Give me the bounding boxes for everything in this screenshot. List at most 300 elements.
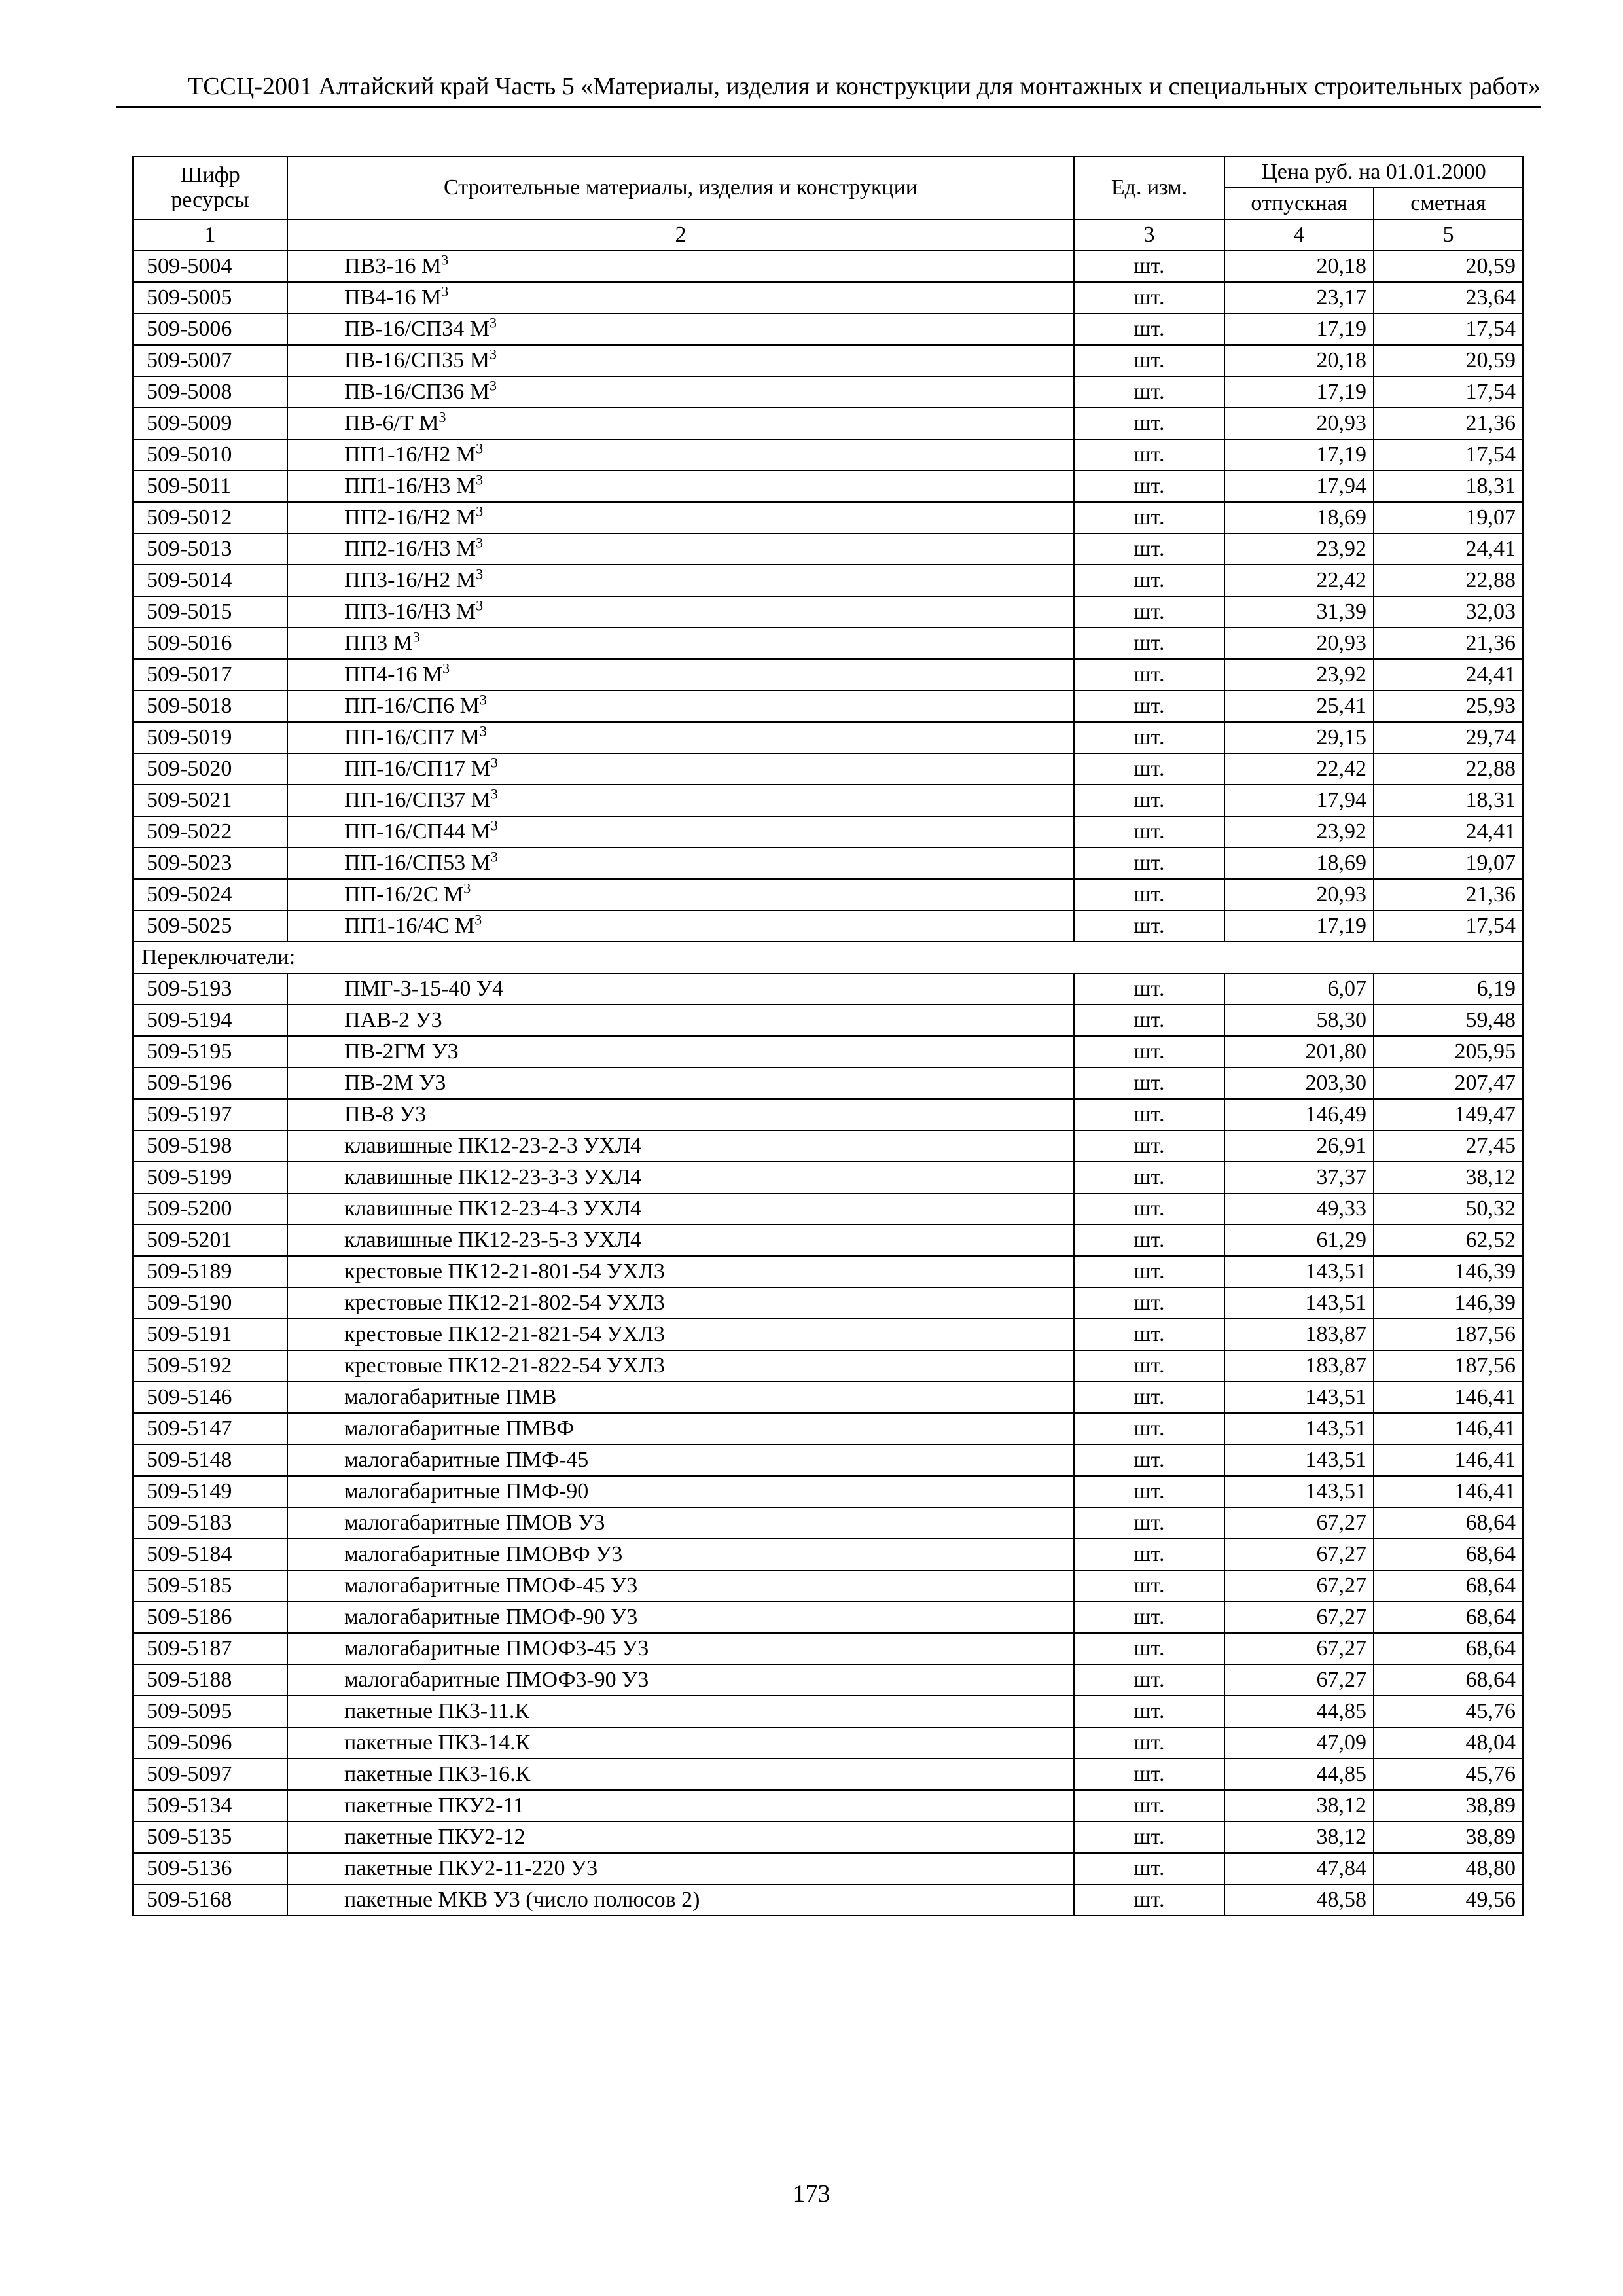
table-row [133, 565, 1523, 596]
table-row [133, 753, 1523, 785]
table-row [133, 910, 1523, 942]
release-price: 18,69 [1224, 848, 1374, 879]
unit-exponent: 3 [463, 880, 471, 897]
table-row [133, 1602, 1523, 1633]
material-name: пакетные МКВ У3 (число полюсов 2) [287, 1884, 1074, 1916]
estimate-price: 19,07 [1374, 848, 1523, 879]
table-row [133, 785, 1523, 816]
unit-exponent: 3 [490, 848, 498, 865]
unit: шт. [1074, 1162, 1224, 1193]
table-row [133, 1507, 1523, 1539]
price-table [132, 156, 1524, 1916]
column-number: 2 [287, 219, 1074, 251]
running-header [116, 71, 1541, 108]
resource-code: 509-5025 [133, 910, 287, 942]
material-name: крестовые ПК12-21-822-54 УХЛ3 [287, 1350, 1074, 1382]
unit: шт. [1074, 879, 1224, 910]
release-price: 23,17 [1224, 282, 1374, 314]
release-price: 58,30 [1224, 1005, 1374, 1036]
release-price: 61,29 [1224, 1225, 1374, 1256]
table-row [133, 691, 1523, 722]
resource-code: 509-5188 [133, 1664, 287, 1696]
unit: шт. [1074, 848, 1224, 879]
material-name: ПВ-2ГМ У3 [287, 1036, 1074, 1067]
release-price: 146,49 [1224, 1099, 1374, 1130]
unit-exponent: 3 [476, 597, 484, 614]
release-price: 20,93 [1224, 408, 1374, 439]
material-name-text: ПВ-16/СП36 М [344, 380, 490, 404]
release-price: 20,93 [1224, 628, 1374, 659]
unit: шт. [1074, 785, 1224, 816]
table-row [133, 1162, 1523, 1193]
resource-code: 509-5192 [133, 1350, 287, 1382]
unit: шт. [1074, 1759, 1224, 1790]
resource-code: 509-5018 [133, 691, 287, 722]
material-name: пакетные ПКУ2-11-220 У3 [287, 1853, 1074, 1884]
unit: шт. [1074, 753, 1224, 785]
table-row [133, 533, 1523, 565]
estimate-price: 68,64 [1374, 1602, 1523, 1633]
material-name: малогабаритные ПМОФ-45 У3 [287, 1570, 1074, 1602]
resource-code: 509-5014 [133, 565, 287, 596]
material-name: крестовые ПК12-21-802-54 УХЛ3 [287, 1287, 1074, 1319]
material-name: клавишные ПК12-23-5-3 УХЛ4 [287, 1225, 1074, 1256]
material-name: ПМГ-3-15-40 У4 [287, 973, 1074, 1005]
estimate-price: 38,89 [1374, 1821, 1523, 1853]
unit: шт. [1074, 502, 1224, 533]
resource-code: 509-5147 [133, 1413, 287, 1444]
unit-exponent: 3 [489, 314, 497, 331]
resource-code: 509-5012 [133, 502, 287, 533]
estimate-price: 24,41 [1374, 533, 1523, 565]
unit: шт. [1074, 628, 1224, 659]
resource-code: 509-5197 [133, 1099, 287, 1130]
table-row [133, 1853, 1523, 1884]
resource-code: 509-5199 [133, 1162, 287, 1193]
table-row [133, 1790, 1523, 1821]
resource-code: 509-5201 [133, 1225, 287, 1256]
resource-code: 509-5195 [133, 1036, 287, 1067]
material-name-text: ПП1-16/Н2 М [344, 442, 476, 467]
release-price: 67,27 [1224, 1633, 1374, 1664]
estimate-price: 45,76 [1374, 1696, 1523, 1727]
release-price: 47,09 [1224, 1727, 1374, 1759]
table-row [133, 376, 1523, 408]
material-name [287, 502, 1074, 533]
resource-code: 509-5010 [133, 439, 287, 471]
resource-code: 509-5016 [133, 628, 287, 659]
resource-code: 509-5019 [133, 722, 287, 753]
estimate-price: 21,36 [1374, 879, 1523, 910]
material-name-text: ПП-16/СП6 М [344, 694, 480, 718]
material-name: пакетные ПК3-16.К [287, 1759, 1074, 1790]
material-name [287, 848, 1074, 879]
table-row [133, 282, 1523, 314]
estimate-price: 68,64 [1374, 1570, 1523, 1602]
resource-code: 509-5013 [133, 533, 287, 565]
release-price: 143,51 [1224, 1287, 1374, 1319]
resource-code: 509-5015 [133, 596, 287, 628]
unit: шт. [1074, 1350, 1224, 1382]
table-row [133, 1444, 1523, 1476]
estimate-price: 146,41 [1374, 1444, 1523, 1476]
release-price: 201,80 [1224, 1036, 1374, 1067]
release-price: 143,51 [1224, 1444, 1374, 1476]
unit: шт. [1074, 973, 1224, 1005]
table-row [133, 1570, 1523, 1602]
table-row [133, 1413, 1523, 1444]
release-price: 44,85 [1224, 1759, 1374, 1790]
material-name [287, 376, 1074, 408]
unit-exponent: 3 [490, 817, 498, 834]
estimate-price: 68,64 [1374, 1664, 1523, 1696]
column-number: 3 [1074, 219, 1224, 251]
unit: шт. [1074, 1193, 1224, 1225]
release-price: 20,18 [1224, 345, 1374, 376]
unit-exponent: 3 [489, 346, 497, 363]
material-name: пакетные ПКУ2-11 [287, 1790, 1074, 1821]
table-row [133, 973, 1523, 1005]
table-row [133, 1539, 1523, 1570]
resource-code: 509-5004 [133, 251, 287, 282]
release-price: 29,15 [1224, 722, 1374, 753]
unit: шт. [1074, 1319, 1224, 1350]
table-row [133, 1130, 1523, 1162]
unit-exponent: 3 [489, 377, 497, 394]
section-title: Переключатели: [133, 942, 1523, 973]
resource-code: 509-5148 [133, 1444, 287, 1476]
table-row [133, 251, 1523, 282]
material-name: малогабаритные ПМОФ3-90 У3 [287, 1664, 1074, 1696]
material-name: малогабаритные ПМОФ3-45 У3 [287, 1633, 1074, 1664]
col-estimate-price-header: сметная [1374, 188, 1523, 219]
estimate-price: 146,41 [1374, 1476, 1523, 1507]
estimate-price: 187,56 [1374, 1350, 1523, 1382]
release-price: 17,94 [1224, 471, 1374, 502]
table-row [133, 1225, 1523, 1256]
release-price: 20,18 [1224, 251, 1374, 282]
material-name [287, 596, 1074, 628]
resource-code: 509-5136 [133, 1853, 287, 1884]
table-row [133, 1350, 1523, 1382]
table-row [133, 1727, 1523, 1759]
estimate-price: 6,19 [1374, 973, 1523, 1005]
estimate-price: 17,54 [1374, 910, 1523, 942]
material-name-text: ПП3-16/Н2 М [344, 568, 476, 592]
release-price: 18,69 [1224, 502, 1374, 533]
unit-exponent: 3 [476, 565, 484, 583]
estimate-price: 68,64 [1374, 1539, 1523, 1570]
resource-code: 509-5198 [133, 1130, 287, 1162]
column-number: 1 [133, 219, 287, 251]
release-price: 17,19 [1224, 439, 1374, 471]
col-code-header: Шифр ресурсы [133, 156, 287, 219]
col-name-header: Строительные материалы, изделия и конструкции [287, 156, 1074, 219]
release-price: 31,39 [1224, 596, 1374, 628]
unit: шт. [1074, 691, 1224, 722]
table-row [133, 1005, 1523, 1036]
unit-exponent: 3 [412, 628, 420, 645]
resource-code: 509-5134 [133, 1790, 287, 1821]
material-name [287, 345, 1074, 376]
release-price: 183,87 [1224, 1350, 1374, 1382]
release-price: 17,94 [1224, 785, 1374, 816]
release-price: 143,51 [1224, 1382, 1374, 1413]
material-name [287, 816, 1074, 848]
resource-code: 509-5008 [133, 376, 287, 408]
material-name: крестовые ПК12-21-821-54 УХЛ3 [287, 1319, 1074, 1350]
unit-exponent: 3 [490, 785, 498, 802]
unit: шт. [1074, 1067, 1224, 1099]
unit: шт. [1074, 533, 1224, 565]
resource-code: 509-5135 [133, 1821, 287, 1853]
resource-code: 509-5191 [133, 1319, 287, 1350]
material-name [287, 785, 1074, 816]
unit: шт. [1074, 282, 1224, 314]
release-price: 38,12 [1224, 1790, 1374, 1821]
resource-code: 509-5185 [133, 1570, 287, 1602]
table-row [133, 848, 1523, 879]
resource-code: 509-5023 [133, 848, 287, 879]
resource-code: 509-5006 [133, 314, 287, 345]
material-name: малогабаритные ПМФ-90 [287, 1476, 1074, 1507]
estimate-price: 25,93 [1374, 691, 1523, 722]
estimate-price: 19,07 [1374, 502, 1523, 533]
release-price: 143,51 [1224, 1413, 1374, 1444]
estimate-price: 22,88 [1374, 565, 1523, 596]
release-price: 143,51 [1224, 1256, 1374, 1287]
column-number: 4 [1224, 219, 1374, 251]
column-number-row [133, 219, 1523, 251]
estimate-price: 22,88 [1374, 753, 1523, 785]
estimate-price: 205,95 [1374, 1036, 1523, 1067]
material-name-text: ПП-16/2С М [344, 882, 464, 906]
estimate-price: 29,74 [1374, 722, 1523, 753]
estimate-price: 48,80 [1374, 1853, 1523, 1884]
material-name-text: ПП-16/СП7 М [344, 725, 480, 749]
table-row [133, 1664, 1523, 1696]
unit: шт. [1074, 1005, 1224, 1036]
material-name [287, 565, 1074, 596]
table-row [133, 1759, 1523, 1790]
resource-code: 509-5186 [133, 1602, 287, 1633]
unit-exponent: 3 [476, 471, 484, 488]
table-row [133, 1382, 1523, 1413]
table-row [133, 345, 1523, 376]
material-name: клавишные ПК12-23-2-3 УХЛ4 [287, 1130, 1074, 1162]
resource-code: 509-5193 [133, 973, 287, 1005]
unit: шт. [1074, 910, 1224, 942]
unit-exponent: 3 [479, 691, 487, 708]
material-name-text: ПП3 М [344, 631, 413, 655]
material-name [287, 282, 1074, 314]
unit: шт. [1074, 1507, 1224, 1539]
table-row [133, 439, 1523, 471]
resource-code: 509-5009 [133, 408, 287, 439]
material-name: пакетные ПК3-14.К [287, 1727, 1074, 1759]
table-row [133, 1036, 1523, 1067]
estimate-price: 146,39 [1374, 1256, 1523, 1287]
unit: шт. [1074, 1790, 1224, 1821]
material-name: малогабаритные ПМОВФ У3 [287, 1539, 1074, 1570]
material-name [287, 659, 1074, 691]
material-name-text: ПВ-16/СП35 М [344, 348, 490, 372]
table-row [133, 1287, 1523, 1319]
release-price: 26,91 [1224, 1130, 1374, 1162]
unit: шт. [1074, 345, 1224, 376]
unit: шт. [1074, 376, 1224, 408]
material-name-text: ПП1-16/Н3 М [344, 474, 476, 498]
resource-code: 509-5196 [133, 1067, 287, 1099]
estimate-price: 45,76 [1374, 1759, 1523, 1790]
release-price: 23,92 [1224, 533, 1374, 565]
material-name [287, 439, 1074, 471]
estimate-price: 21,36 [1374, 408, 1523, 439]
unit: шт. [1074, 1099, 1224, 1130]
unit: шт. [1074, 1884, 1224, 1916]
table-row [133, 659, 1523, 691]
release-price: 38,12 [1224, 1821, 1374, 1853]
unit-exponent: 3 [476, 440, 484, 457]
material-name-text: ПВ-6/Т М [344, 411, 439, 435]
material-name-text: ПП-16/СП17 М [344, 757, 491, 781]
material-name [287, 251, 1074, 282]
material-name: малогабаритные ПМОВ У3 [287, 1507, 1074, 1539]
unit: шт. [1074, 1413, 1224, 1444]
table-row [133, 1821, 1523, 1853]
table-row [133, 1067, 1523, 1099]
table-row [133, 1256, 1523, 1287]
estimate-price: 24,41 [1374, 816, 1523, 848]
material-name-text: ПП-16/СП44 М [344, 819, 491, 844]
resource-code: 509-5190 [133, 1287, 287, 1319]
estimate-price: 17,54 [1374, 314, 1523, 345]
resource-code: 509-5017 [133, 659, 287, 691]
estimate-price: 21,36 [1374, 628, 1523, 659]
release-price: 48,58 [1224, 1884, 1374, 1916]
unit: шт. [1074, 1287, 1224, 1319]
unit: шт. [1074, 1633, 1224, 1664]
release-price: 183,87 [1224, 1319, 1374, 1350]
material-name [287, 879, 1074, 910]
unit: шт. [1074, 408, 1224, 439]
resource-code: 509-5168 [133, 1884, 287, 1916]
table-row [133, 722, 1523, 753]
material-name: малогабаритные ПМВФ [287, 1413, 1074, 1444]
release-price: 203,30 [1224, 1067, 1374, 1099]
material-name: крестовые ПК12-21-801-54 УХЛ3 [287, 1256, 1074, 1287]
unit: шт. [1074, 1036, 1224, 1067]
estimate-price: 59,48 [1374, 1005, 1523, 1036]
release-price: 25,41 [1224, 691, 1374, 722]
resource-code: 509-5189 [133, 1256, 287, 1287]
unit: шт. [1074, 1539, 1224, 1570]
material-name-text: ПП3-16/Н3 М [344, 600, 476, 624]
table-row [133, 1884, 1523, 1916]
material-name-text: ПП2-16/Н2 М [344, 505, 476, 529]
estimate-price: 23,64 [1374, 282, 1523, 314]
estimate-price: 48,04 [1374, 1727, 1523, 1759]
release-price: 17,19 [1224, 376, 1374, 408]
resource-code: 509-5194 [133, 1005, 287, 1036]
estimate-price: 49,56 [1374, 1884, 1523, 1916]
material-name: малогабаритные ПМВ [287, 1382, 1074, 1413]
resource-code: 509-5187 [133, 1633, 287, 1664]
material-name [287, 471, 1074, 502]
material-name [287, 628, 1074, 659]
col-price-header: Цена руб. на 01.01.2000 [1224, 156, 1523, 188]
release-price: 143,51 [1224, 1476, 1374, 1507]
release-price: 20,93 [1224, 879, 1374, 910]
table-row [133, 408, 1523, 439]
unit-exponent: 3 [474, 911, 482, 928]
estimate-price: 187,56 [1374, 1319, 1523, 1350]
release-price: 67,27 [1224, 1602, 1374, 1633]
material-name: ПАВ-2 У3 [287, 1005, 1074, 1036]
table-row [133, 879, 1523, 910]
table-row [133, 1476, 1523, 1507]
release-price: 49,33 [1224, 1193, 1374, 1225]
unit-exponent: 3 [441, 251, 449, 268]
material-name-text: ПВ3-16 М [344, 254, 442, 278]
estimate-price: 20,59 [1374, 345, 1523, 376]
estimate-price: 68,64 [1374, 1633, 1523, 1664]
table-row [133, 596, 1523, 628]
material-name-text: ПП1-16/4С М [344, 914, 475, 938]
estimate-price: 146,41 [1374, 1382, 1523, 1413]
resource-code: 509-5024 [133, 879, 287, 910]
estimate-price: 146,41 [1374, 1413, 1523, 1444]
material-name [287, 910, 1074, 942]
unit: шт. [1074, 1256, 1224, 1287]
material-name: клавишные ПК12-23-4-3 УХЛ4 [287, 1193, 1074, 1225]
material-name [287, 722, 1074, 753]
estimate-price: 18,31 [1374, 785, 1523, 816]
material-name-text: ПВ-16/СП34 М [344, 317, 490, 341]
unit: шт. [1074, 314, 1224, 345]
resource-code: 509-5146 [133, 1382, 287, 1413]
resource-code: 509-5095 [133, 1696, 287, 1727]
column-number: 5 [1374, 219, 1523, 251]
resource-code: 509-5097 [133, 1759, 287, 1790]
unit: шт. [1074, 1476, 1224, 1507]
material-name: пакетные ПКУ2-12 [287, 1821, 1074, 1853]
unit-exponent: 3 [479, 723, 487, 740]
material-name: малогабаритные ПМФ-45 [287, 1444, 1074, 1476]
estimate-price: 68,64 [1374, 1507, 1523, 1539]
unit: шт. [1074, 596, 1224, 628]
material-name-text: ПП4-16 М [344, 662, 443, 687]
document-title: ТССЦ-2001 Алтайский край Часть 5 «Материалы, изделия и конструкции для монтажных и специальных строительных работ» [188, 73, 1541, 100]
table-row [133, 1319, 1523, 1350]
material-name-text: ПП-16/СП37 М [344, 788, 491, 812]
unit: шт. [1074, 1602, 1224, 1633]
unit: шт. [1074, 471, 1224, 502]
table-header-row [133, 156, 1523, 188]
material-name [287, 753, 1074, 785]
col-unit-header: Ед. изм. [1074, 156, 1224, 219]
material-name: малогабаритные ПМОФ-90 У3 [287, 1602, 1074, 1633]
unit-exponent: 3 [476, 534, 484, 551]
estimate-price: 149,47 [1374, 1099, 1523, 1130]
unit-exponent: 3 [442, 660, 450, 677]
resource-code: 509-5011 [133, 471, 287, 502]
estimate-price: 18,31 [1374, 471, 1523, 502]
unit: шт. [1074, 816, 1224, 848]
release-price: 37,37 [1224, 1162, 1374, 1193]
release-price: 22,42 [1224, 565, 1374, 596]
unit-exponent: 3 [476, 503, 484, 520]
